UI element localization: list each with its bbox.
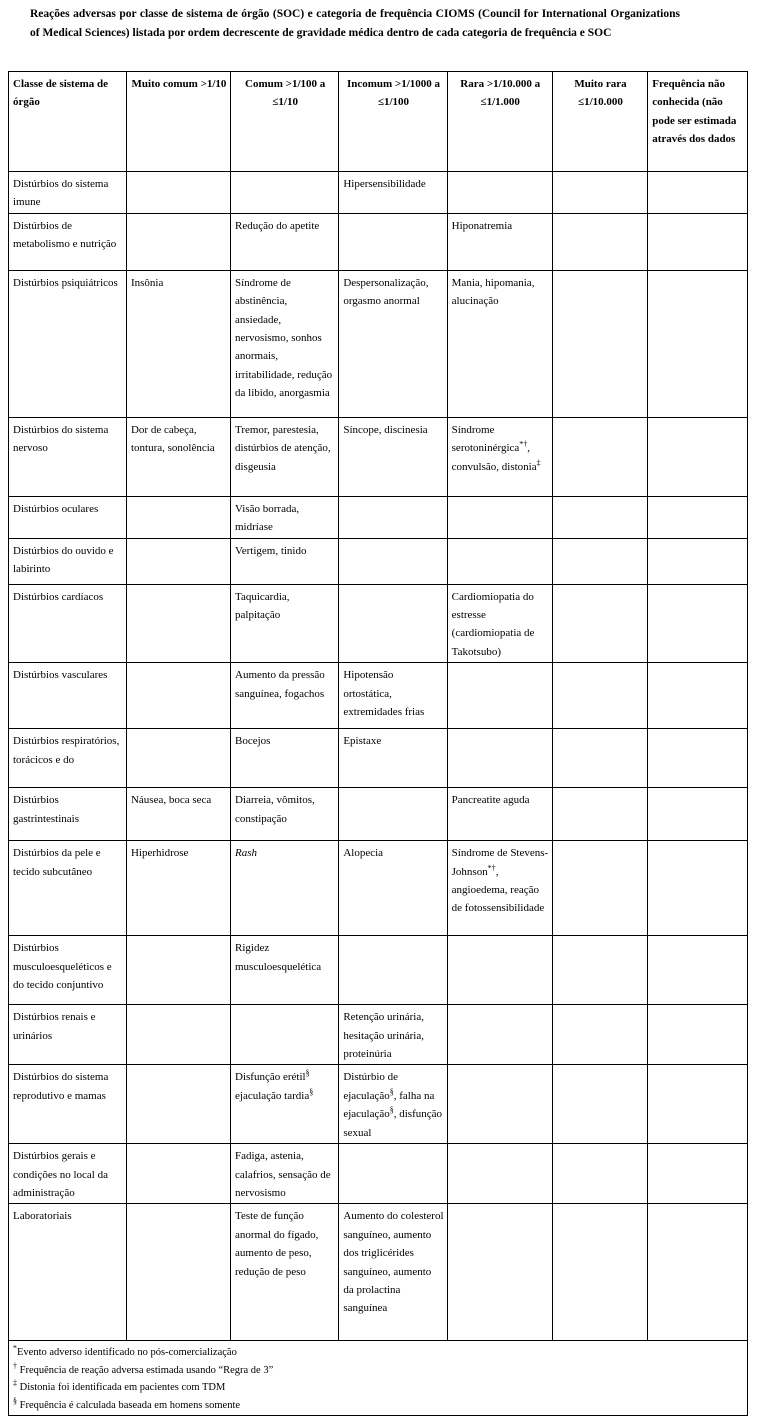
footnote-mark: ‡ [13,1378,17,1388]
soc-cell: Distúrbios cardíacos [9,584,127,663]
footnotes-row [9,1341,748,1416]
cell-comum [231,1065,339,1144]
footnote-text: Frequência de reação adversa estimada usando “Regra de 3” [17,1364,274,1376]
cell-comum: Vertigem, tinido [231,538,339,584]
cell-incomum: Síncope, discinesia [339,417,447,496]
header-rara: Rara >1/10.000 a ≤1/1.000 [447,72,552,172]
cell-rara [447,841,552,936]
footnote-text: Frequência é calculada baseada em homens somente [17,1399,241,1411]
header-soc: Classe de sistema de órgão [9,72,127,172]
soc-cell: Distúrbios gastrintestinais [9,788,127,841]
cell-muito-comum [126,1144,230,1204]
cell-desconhecida [648,172,748,214]
cell-comum: Fadiga, astenia, calafrios, sensação de nervosismo [231,1144,339,1204]
soc-cell: Distúrbios renais e urinários [9,1005,127,1065]
cell-comum: Rash [231,841,339,936]
cell-comum: Bocejos [231,729,339,788]
cell-desconhecida [648,936,748,1005]
cell-muito-rara [552,729,647,788]
soc-cell: Distúrbios respiratórios, torácicos e do [9,729,127,788]
cell-desconhecida [648,538,748,584]
soc-cell: Distúrbios da pele e tecido subcutâneo [9,841,127,936]
cell-rara: Mania, hipomania, alucinação [447,270,552,417]
cell-muito-rara [552,213,647,270]
cell-incomum [339,584,447,663]
rara-text-b: , angioedema, reação de fotossensibilidade [451,865,545,915]
cell-muito-rara [552,1204,647,1341]
header-incomum: Incomum >1/1000 a ≤1/100 [339,72,447,172]
cell-rara [447,729,552,788]
cell-muito-comum: Náusea, boca seca [126,788,230,841]
soc-cell: Distúrbios musculoesqueléticos e do tecido conjuntivo [9,936,127,1005]
cell-muito-rara [552,417,647,496]
cell-incomum: Despersonalização, orgasmo anormal [339,270,447,417]
table-row [9,841,748,936]
cell-muito-rara [552,936,647,1005]
header-comum: Comum >1/100 a ≤1/10 [231,72,339,172]
footnote-text: Evento adverso identificado no pós-comercialização [17,1347,237,1359]
cell-muito-comum [126,729,230,788]
incomum-text-c: , disfunção sexual [343,1108,442,1139]
cell-rara: Cardiomiopatia do estresse (cardiomiopatia de Takotsubo) [447,584,552,663]
cell-muito-comum: Hiperhidrose [126,841,230,936]
table-row [9,1204,748,1341]
cell-incomum: Aumento do colesterol sanguíneo, aumento dos triglicérides sanguíneo, aumento da prolactina sanguínea [339,1204,447,1341]
soc-cell: Distúrbios gerais e condições no local da administração [9,1144,127,1204]
cell-muito-rara [552,841,647,936]
cell-rara [447,538,552,584]
cell-muito-rara [552,1144,647,1204]
cell-incomum [339,936,447,1005]
cell-incomum: Alopecia [339,841,447,936]
header-row [9,72,748,172]
cell-muito-comum [126,1005,230,1065]
cell-comum: Aumento da pressão sanguínea, fogachos [231,663,339,729]
table-row [9,270,748,417]
cell-incomum [339,213,447,270]
table-row [9,417,748,496]
cell-rara: Pancreatite aguda [447,788,552,841]
cell-muito-comum: Insônia [126,270,230,417]
cell-desconhecida [648,788,748,841]
soc-cell: Laboratoriais [9,1204,127,1341]
cell-comum: Rigidez musculoesquelética [231,936,339,1005]
footnotes-cell [9,1341,748,1416]
cell-incomum [339,788,447,841]
cell-muito-comum [126,538,230,584]
table-row [9,788,748,841]
table-row [9,663,748,729]
cell-muito-rara [552,584,647,663]
cell-desconhecida [648,1005,748,1065]
cell-comum [231,172,339,214]
cell-muito-rara [552,1065,647,1144]
soc-cell: Distúrbios de metabolismo e nutrição [9,213,127,270]
footnote-mark: *† [519,439,528,449]
footnote-mark: § [305,1068,310,1078]
cell-comum: Tremor, parestesia, distúrbios de atenção, disgeusia [231,417,339,496]
cell-rara [447,172,552,214]
footnote-mark: § [309,1087,314,1097]
comum-text-b: ejaculação tardia [235,1089,310,1102]
table-row [9,936,748,1005]
header-muito-rara: Muito rara ≤1/10.000 [552,72,647,172]
table-caption: Reações adversas por classe de sistema de órgão (SOC) e categoria de frequência CIOMS (Council for International Organizations of Medical Sciences) listada por ordem decrescente de gravidade médica dentro de cada categoria de frequência e SOC [30,8,680,39]
soc-cell: Distúrbios oculares [9,496,127,538]
cell-comum: Taquicardia, palpitação [231,584,339,663]
cell-muito-rara [552,788,647,841]
cell-comum [231,1005,339,1065]
cell-desconhecida [648,729,748,788]
cell-desconhecida [648,1065,748,1144]
cell-incomum: Epistaxe [339,729,447,788]
cell-muito-rara [552,538,647,584]
cell-muito-rara [552,496,647,538]
rara-text-a: Síndrome serotoninérgica [451,423,520,455]
cell-incomum [339,538,447,584]
cell-rara [447,1144,552,1204]
cell-desconhecida [648,663,748,729]
cell-muito-comum [126,213,230,270]
table-row [9,538,748,584]
footnote [13,1379,744,1397]
cell-muito-comum [126,584,230,663]
cell-desconhecida [648,496,748,538]
cell-rara [447,417,552,496]
header-muito-comum: Muito comum >1/10 [126,72,230,172]
table-row [9,172,748,214]
footnote-mark: § [389,1105,394,1115]
table-row [9,1005,748,1065]
cell-rara [447,663,552,729]
cell-rara: Hiponatremia [447,213,552,270]
table-row [9,584,748,663]
table-row [9,496,748,538]
cell-desconhecida [648,1204,748,1341]
cell-muito-comum: Dor de cabeça, tontura, sonolência [126,417,230,496]
comum-text-a: Disfunção erétil [235,1071,306,1084]
cell-incomum [339,1065,447,1144]
table-row [9,1144,748,1204]
footnote [13,1397,744,1415]
table-row [9,1065,748,1144]
cell-desconhecida [648,213,748,270]
cell-muito-rara [552,172,647,214]
cell-incomum [339,1144,447,1204]
cell-comum: Redução do apetite [231,213,339,270]
incomum-text-a: Distúrbio de ejaculação [343,1071,399,1102]
footnote-mark: † [13,1361,17,1371]
cell-comum: Visão borrada, midríase [231,496,339,538]
cell-muito-comum [126,1065,230,1144]
incomum-text-b: , falha na ejaculação [343,1089,435,1121]
cell-muito-rara [552,663,647,729]
cell-muito-comum [126,936,230,1005]
cell-incomum: Hipersensibilidade [339,172,447,214]
cell-incomum: Retenção urinária, hesitação urinária, proteinúria [339,1005,447,1065]
cell-rara [447,1204,552,1341]
rara-text-a: Síndrome de Stevens-Johnson [451,847,549,878]
cell-rara [447,936,552,1005]
cell-comum: Diarreia, vômitos, constipação [231,788,339,841]
rara-text-b: , convulsão, distonia [451,442,537,473]
footnote-mark: § [13,1396,17,1406]
adverse-reactions-table [8,71,748,1416]
cell-incomum [339,496,447,538]
cell-rara [447,496,552,538]
cell-muito-rara [552,1005,647,1065]
cell-comum: Síndrome de abstinência, ansiedade, nervosismo, sonhos anormais, irritabilidade, redução da libido, anorgasmia [231,270,339,417]
table-row [9,729,748,788]
footnote-text: Distonia foi identificada em pacientes com TDM [17,1382,226,1394]
cell-muito-rara [552,270,647,417]
cell-desconhecida [648,1144,748,1204]
cell-rara [447,1065,552,1144]
footnote [13,1344,744,1362]
header-desconhecida: Frequência não conhecida (não pode ser estimada através dos dados [648,72,748,172]
cell-muito-comum [126,1204,230,1341]
cell-desconhecida [648,417,748,496]
footnote-mark: *† [487,863,496,872]
cell-comum: Teste de função anormal do fígado, aumento de peso, redução de peso [231,1204,339,1341]
footnote [13,1362,744,1380]
cell-muito-comum [126,172,230,214]
soc-cell: Distúrbios do sistema reprodutivo e mamas [9,1065,127,1144]
cell-muito-comum [126,663,230,729]
cell-desconhecida [648,841,748,936]
footnote-mark: * [13,1343,17,1353]
cell-muito-comum [126,496,230,538]
footnote-mark: § [389,1087,394,1097]
soc-cell: Distúrbios do sistema nervoso [9,417,127,496]
cell-rara [447,1005,552,1065]
soc-cell: Distúrbios do ouvido e labirinto [9,538,127,584]
cell-desconhecida [648,270,748,417]
cell-incomum: Hipotensão ortostática, extremidades frias [339,663,447,729]
soc-cell: Distúrbios psiquiátricos [9,270,127,417]
soc-cell: Distúrbios vasculares [9,663,127,729]
footnote-mark: ‡ [536,457,541,467]
soc-cell: Distúrbios do sistema imune [9,172,127,214]
cell-desconhecida [648,584,748,663]
table-row [9,213,748,270]
